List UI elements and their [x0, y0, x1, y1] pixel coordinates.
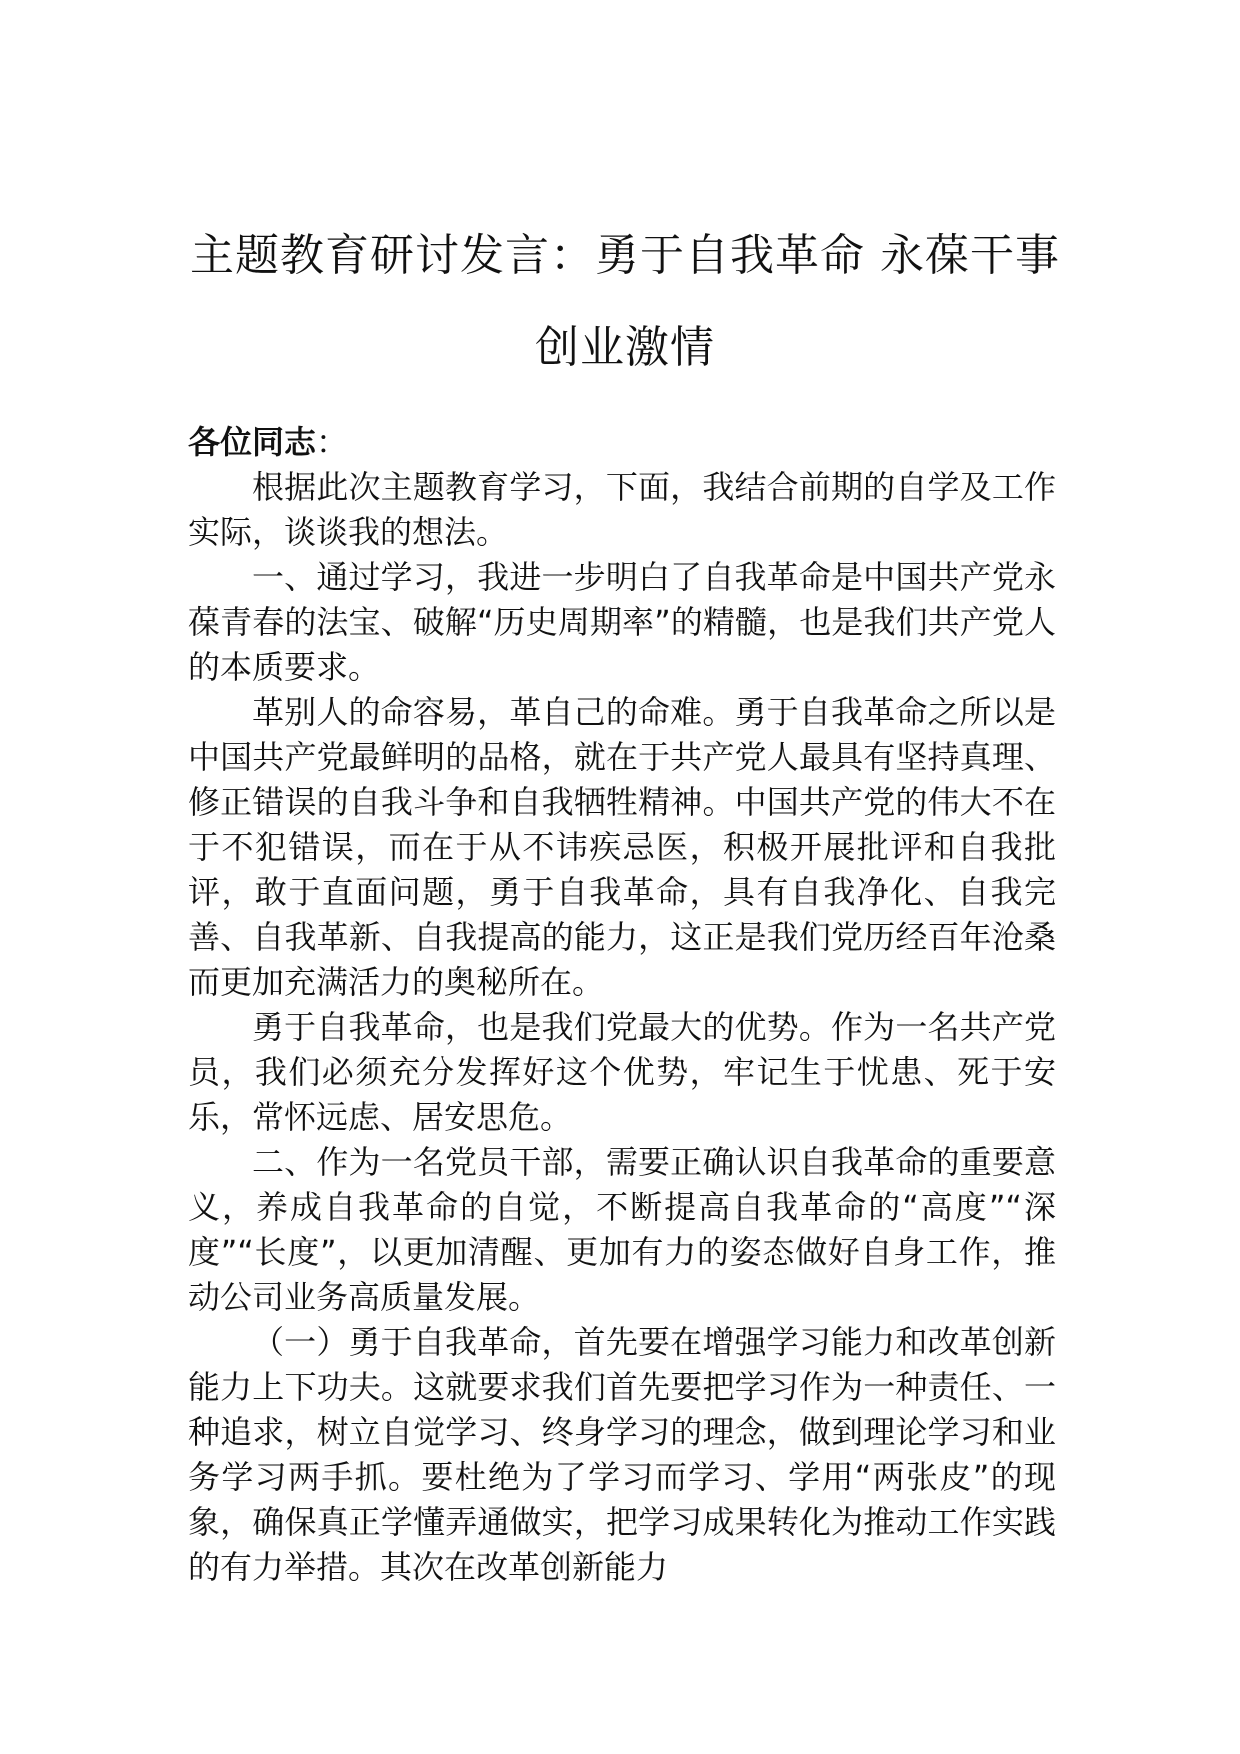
paragraph-subsection-one: （一）勇于自我革命，首先要在增强学习能力和改革创新能力上下功夫。这就要求我们首先要把学习作为一种责任、一种追求，树立自觉学习、终身学习的理念，做到理论学习和业务学习两手抓。要杜绝为了学习而学习、学用“两张皮”的现象，确保真正学懂弄通做实，把学习成果转化为推动工作实践的有力举措。其次在改革创新能力 [188, 1323, 1056, 1586]
paragraph-advantage: 勇于自我革命，也是我们党最大的优势。作为一名共产党员，我们必须充分发挥好这个优势，牢记生于忧患、死于安乐，常怀远虑、居安思危。 [188, 1008, 1056, 1136]
salutation [188, 420, 1056, 465]
document-body [188, 420, 1056, 1590]
paragraph-self-revolution: 革别人的命容易，革自己的命难。勇于自我革命之所以是中国共产党最鲜明的品格，就在于共产党人最具有坚持真理、修正错误的自我斗争和自我牺牲精神。中国共产党的伟大不在于不犯错误，而在于从不讳疾忌医，积极开展批评和自我批评，敢于直面问题，勇于自我革命，具有自我净化、自我完善、自我革新、自我提高的能力，这正是我们党历经百年沧桑而更加充满活力的奥秘所在。 [188, 693, 1056, 1001]
salutation-text: 各位同志 [188, 423, 317, 461]
salutation-colon: ： [316, 423, 349, 461]
paragraph-intro: 根据此次主题教育学习，下面，我结合前期的自学及工作实际，谈谈我的想法。 [188, 468, 1056, 551]
paragraph-section-one: 一、通过学习，我进一步明白了自我革命是中国共产党永葆青春的法宝、破解“历史周期率”的精髓，也是我们共产党人的本质要求。 [188, 558, 1056, 686]
document-title: 主题教育研讨发言：勇于自我革命 永葆干事创业激情 [190, 230, 1060, 373]
paragraph-section-two: 二、作为一名党员干部，需要正确认识自我革命的重要意义，养成自我革命的自觉，不断提高自我革命的“高度”“深度”“长度”，以更加清醒、更加有力的姿态做好自身工作，推动公司业务高质量发展。 [188, 1143, 1056, 1316]
